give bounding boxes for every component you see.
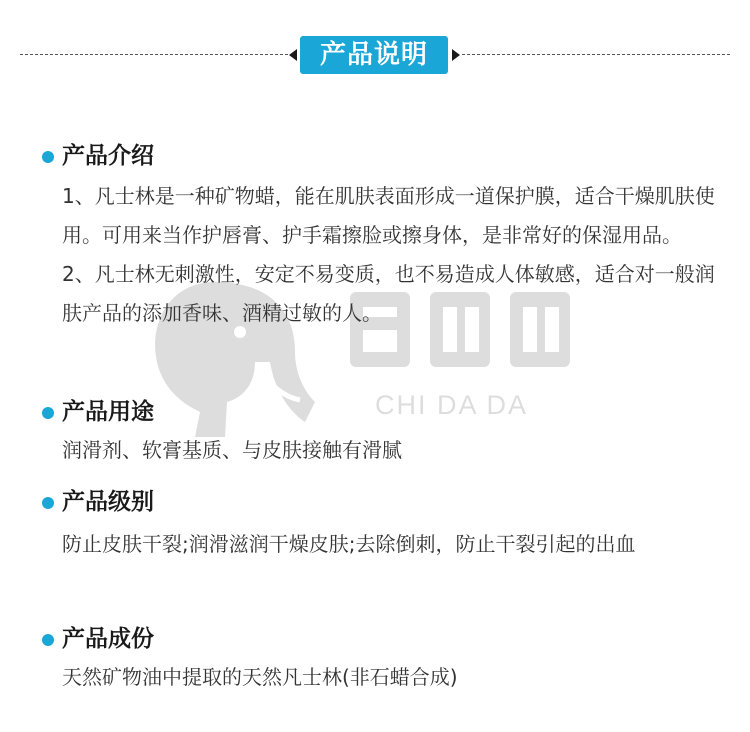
section-product-ingredients [40, 622, 720, 697]
paragraph: 天然矿物油中提取的天然凡士林(非石蜡合成) [62, 665, 458, 689]
arrow-left-icon [289, 49, 297, 61]
header-divider-left [20, 54, 288, 55]
section-header [0, 28, 750, 84]
section-title: 产品级别 [62, 489, 154, 515]
bullet-icon [42, 634, 54, 646]
paragraph: 防止皮肤干裂;润滑滋润干燥皮肤;去除倒刺，防止干裂引起的出血 [62, 532, 636, 556]
bullet-icon [42, 407, 54, 419]
section-product-usage [40, 395, 720, 470]
paragraph: 润滑剂、软膏基质、与皮肤接触有滑腻 [62, 438, 402, 462]
bullet-icon [42, 151, 54, 163]
section-heading [40, 485, 720, 519]
section-heading [40, 622, 720, 656]
arrow-right-icon [452, 49, 460, 61]
section-product-intro [40, 139, 720, 333]
section-product-grade [40, 485, 720, 564]
section-heading [40, 395, 720, 429]
page-title: 产品说明 [300, 36, 448, 74]
section-title: 产品介绍 [62, 143, 154, 169]
bullet-icon [42, 497, 54, 509]
watermark-text: CHI DA DA [375, 390, 529, 420]
section-title: 产品成份 [62, 626, 154, 652]
section-title: 产品用途 [62, 399, 154, 425]
section-heading [40, 139, 720, 173]
header-divider-right [462, 54, 730, 55]
paragraph: 2、凡士林无刺激性，安定不易变质，也不易造成人体敏感，适合对一般润肤产品的添加香味、酒精过敏的人。 [62, 262, 715, 325]
paragraph: 1、凡士林是一种矿物蜡，能在肌肤表面形成一道保护膜，适合干燥肌肤使用。可用来当作护唇膏、护手霜擦脸或擦身体，是非常好的保湿用品。 [62, 184, 715, 247]
